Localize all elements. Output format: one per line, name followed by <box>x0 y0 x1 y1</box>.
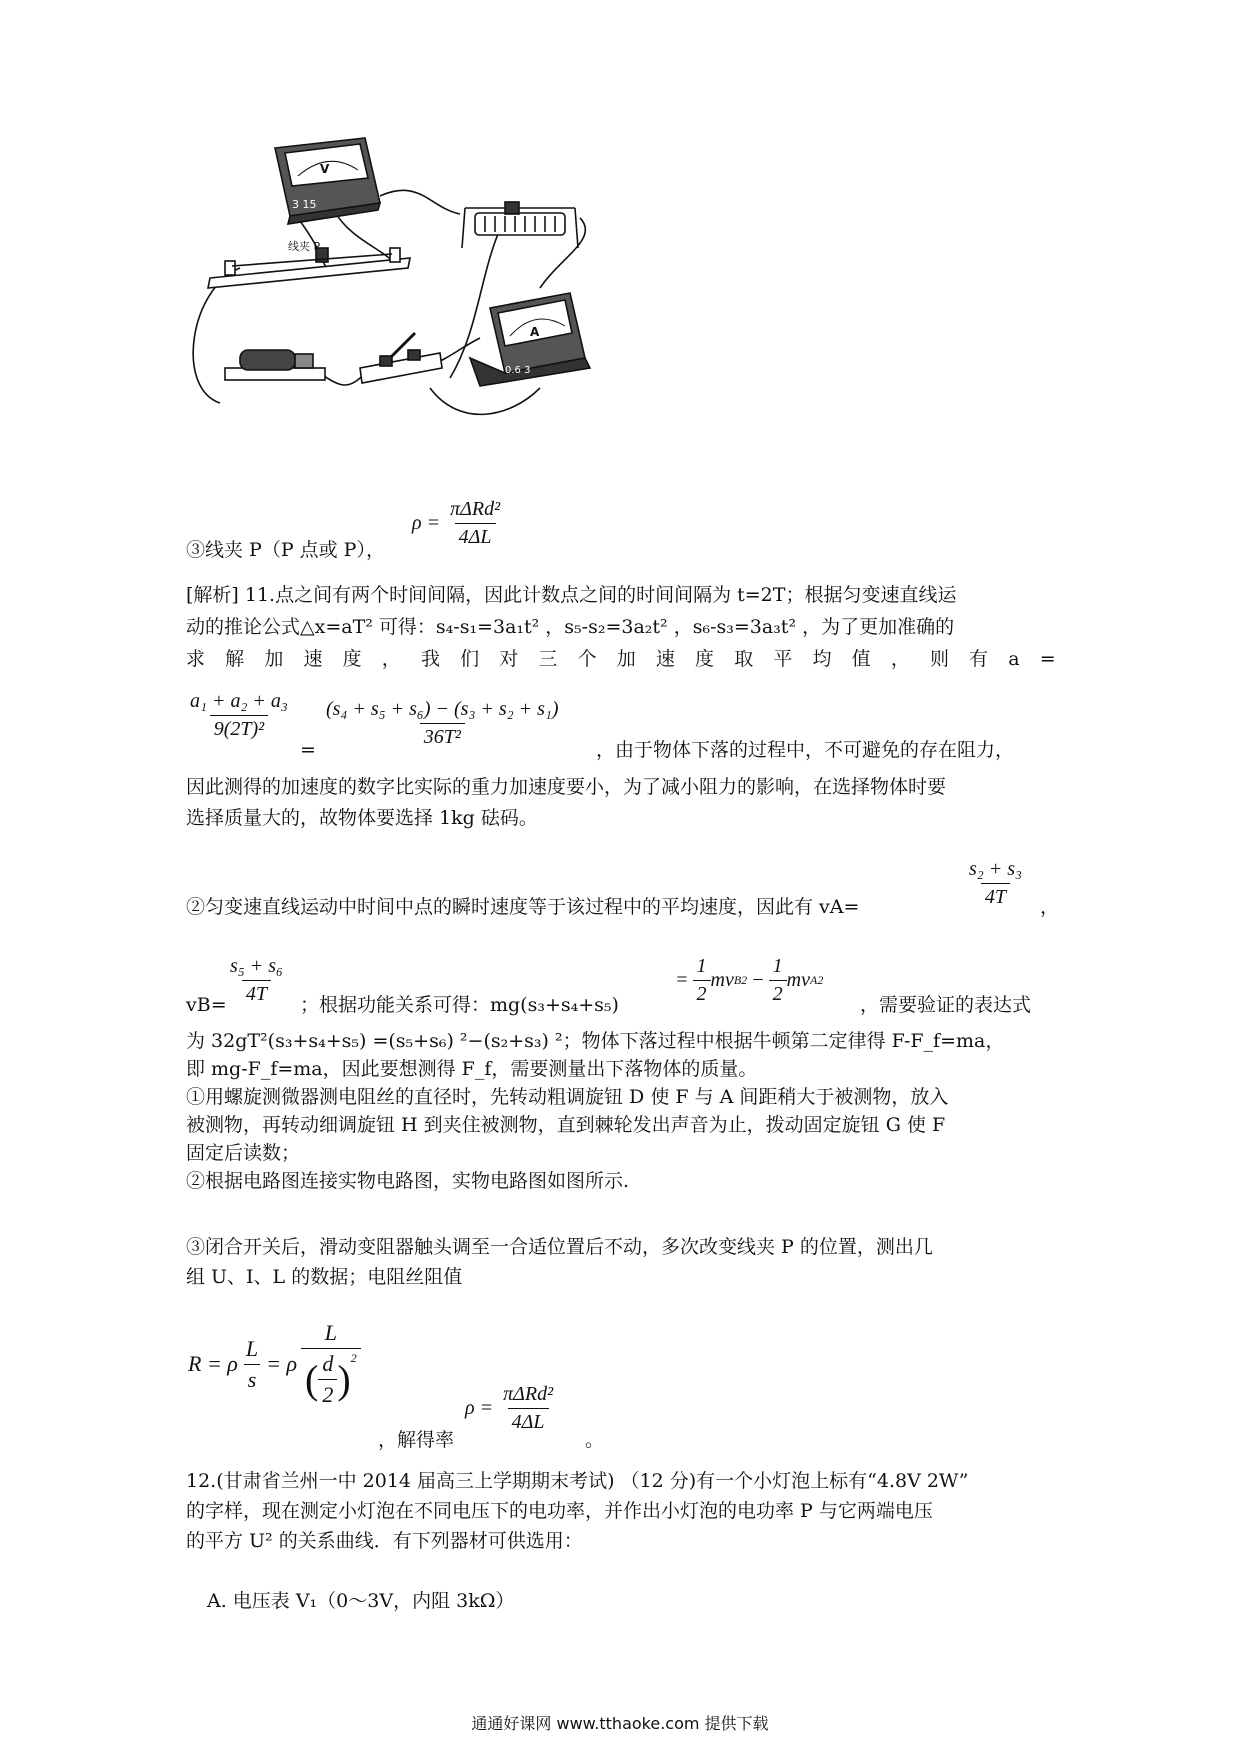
frac1-den: 9(2T)² <box>210 715 268 741</box>
vb-middle-text: ；根据功能关系可得：mg(s₃+s₄+s₅) <box>300 994 619 1016</box>
word: 解 <box>225 648 245 670</box>
rho-denominator: 4ΔL <box>455 523 496 549</box>
step2-line: ②根据电路图连接实物电路图，实物电路图如图所示. <box>186 1170 630 1192</box>
ammeter-letter: A <box>530 325 540 339</box>
d-num: d <box>322 1351 334 1376</box>
solve-text: ，解得率 <box>378 1429 455 1451</box>
exp: 2 <box>350 1351 357 1365</box>
formula-period: 。 <box>585 1429 605 1451</box>
analysis-line-6: 选择质量大的，故物体要选择 1kg 砝码。 <box>186 807 538 829</box>
vb-num: s₅ + s₆ <box>230 955 283 977</box>
vb-sub: B <box>733 973 742 987</box>
word: 则 <box>929 648 949 670</box>
clip-answer-text: ③线夹 P（P 点或 P）， <box>186 539 385 561</box>
word: a <box>1008 648 1020 670</box>
sq1: 2 <box>741 973 748 987</box>
equals-sign: = <box>300 739 316 761</box>
voltmeter <box>275 138 380 224</box>
accel-fraction-1 <box>186 690 292 741</box>
word: 三 <box>538 648 558 670</box>
word: 有 <box>969 648 989 670</box>
voltmeter-letter: V <box>320 162 330 176</box>
analysis-line-2: 动的推论公式△x=aT² 可得：s₄-s₁=3a₁t² ，s₅-s₂=3a₂t² ，s₆-s₃=3a₃t² ，为了更加准确的 <box>186 616 955 638</box>
problem12-line-2: 的字样，现在测定小灯泡在不同电压下的电功率，并作出小灯泡的电功率 P 与它两端电压 <box>186 1500 933 1522</box>
energy-equation <box>675 955 823 1006</box>
step3-line-a: ③闭合开关后，滑动变阻器触头调至一合适位置后不动，多次改变线夹 P 的位置，测出几 <box>186 1236 933 1258</box>
word: 取 <box>734 648 754 670</box>
va-comma: ， <box>1040 896 1060 918</box>
l-num: L <box>245 1335 259 1361</box>
switch <box>360 333 442 383</box>
vb-den: 4T <box>242 980 271 1006</box>
energy-eq-sign: = <box>675 969 689 991</box>
circuit-figure <box>180 128 660 458</box>
word: ， <box>890 648 910 670</box>
word: 值 <box>851 648 871 670</box>
word: 个 <box>577 648 597 670</box>
voltmeter-scale: 3 15 <box>292 198 317 211</box>
rho-formula <box>412 498 504 549</box>
ammeter-scale: 0.6 3 <box>505 365 531 376</box>
r-eq: = ρ <box>266 1351 297 1376</box>
half-num: 1 <box>696 955 707 977</box>
energy-after-text: ，需要验证的表达式 <box>860 994 1032 1016</box>
page-footer: 通通好课网 www.tthaoke.com 提供下载 <box>471 1714 769 1733</box>
analysis-line-1: [解析] 11.点之间有两个时间间隔，因此计数点之间的时间间隔为 t=2T；根据匀变速直线运 <box>186 584 957 606</box>
word: 对 <box>499 648 519 670</box>
expression-line-2: 即 mg-F_f=ma，因此要想测得 F_f，需要测量出下落物体的质量。 <box>186 1058 758 1080</box>
rho-formula-2 <box>465 1383 557 1434</box>
word: 速 <box>303 648 323 670</box>
word: 速 <box>655 648 675 670</box>
va-fraction <box>965 858 1026 909</box>
mva: mv <box>786 969 810 991</box>
word: 求 <box>186 648 206 670</box>
frac1-num: a₁ + a₂ + a₃ <box>190 690 288 712</box>
frac2-den: 36T² <box>420 723 465 749</box>
half-den: 2 <box>693 980 711 1006</box>
accel-fraction-2 <box>322 698 563 749</box>
word: 度 <box>695 648 715 670</box>
rheostat <box>462 202 578 248</box>
mvb: mv <box>710 969 734 991</box>
word: 均 <box>812 648 832 670</box>
rho2-num: πΔRd² <box>503 1383 554 1405</box>
word: ， <box>381 648 401 670</box>
expression-line: 为 32gT²(s₃+s₄+s₅) =(s₅+s₆) ²−(s₂+s₃) ²；物体下落过程中根据牛顿第二定律得 F-F_f=ma， <box>186 1030 1005 1052</box>
analysis-after-frac: ，由于物体下落的过程中，不可避免的存在阻力， <box>596 739 1015 761</box>
two-den: 2 <box>318 1379 337 1408</box>
word: 平 <box>773 648 793 670</box>
rho2-lhs: ρ = <box>465 1397 494 1419</box>
battery <box>225 350 325 380</box>
resistance-formula: R = ρ $\frac{L}{s}$ = ρ L ( $\frac{d}{2}$ ) $^2$ <box>188 1320 361 1408</box>
analysis-line-3 <box>186 644 1056 674</box>
half-num-2: 1 <box>772 955 783 977</box>
word: = <box>1039 648 1056 670</box>
frac2-num: (s₄ + s₅ + s₆) − (s₃ + s₂ + s₁) <box>326 698 559 720</box>
clip-answer-line <box>186 535 385 565</box>
s-den: s <box>244 1364 261 1393</box>
word: 们 <box>460 648 480 670</box>
half-den-2: 2 <box>769 980 787 1006</box>
sq2: 2 <box>817 973 824 987</box>
step1-line-b: 被测物，再转动细调旋钮 H 到夹住被测物，直到棘轮发出声音为止，拨动固定旋钮 G 使 F <box>186 1114 946 1136</box>
word: 度 <box>342 648 362 670</box>
l-num-2: L <box>324 1320 337 1345</box>
vb-label: vB= <box>186 994 227 1016</box>
step1-line-c: 固定后读数； <box>186 1142 301 1164</box>
minus: − <box>751 969 765 991</box>
problem12-line-1: 12.(甘肃省兰州一中 2014 届高三上学期期末考试) （12 分)有一个小灯泡上标有“4.8V 2W” <box>186 1470 969 1492</box>
va-line: ②匀变速直线运动中时间中点的瞬时速度等于该过程中的平均速度，因此有 vA= <box>186 896 860 918</box>
step1-line-a: ①用螺旋测微器测电阻丝的直径时，先转动粗调旋钮 D 使 F 与 A 间距稍大于被测物，放入 <box>186 1086 949 1108</box>
step3-line-b: 组 U、I、L 的数据；电阻丝阻值 <box>186 1266 463 1288</box>
va-num: s₂ + s₃ <box>969 858 1022 880</box>
rho-numerator: πΔRd² <box>450 498 501 520</box>
va-sub: A <box>810 973 818 987</box>
problem12-line-3: 的平方 U² 的关系曲线．有下列器材可供选用： <box>186 1530 583 1552</box>
word: 我 <box>420 648 440 670</box>
rho2-den: 4ΔL <box>508 1408 549 1434</box>
rho-lhs: ρ = <box>412 512 441 534</box>
clip-label: 线夹 P <box>288 240 321 253</box>
word: 加 <box>264 648 284 670</box>
va-den: 4T <box>981 883 1010 909</box>
option-a: A. 电压表 V₁（0～3V，内阻 3kΩ） <box>207 1590 515 1612</box>
vb-fraction <box>226 955 287 1006</box>
rho-fraction <box>446 498 504 549</box>
word: 加 <box>616 648 636 670</box>
r-lhs: R = ρ <box>188 1351 238 1376</box>
analysis-line-5: 因此测得的加速度的数字比实际的重力加速度要小，为了减小阻力的影响，在选择物体时要 <box>186 776 947 798</box>
